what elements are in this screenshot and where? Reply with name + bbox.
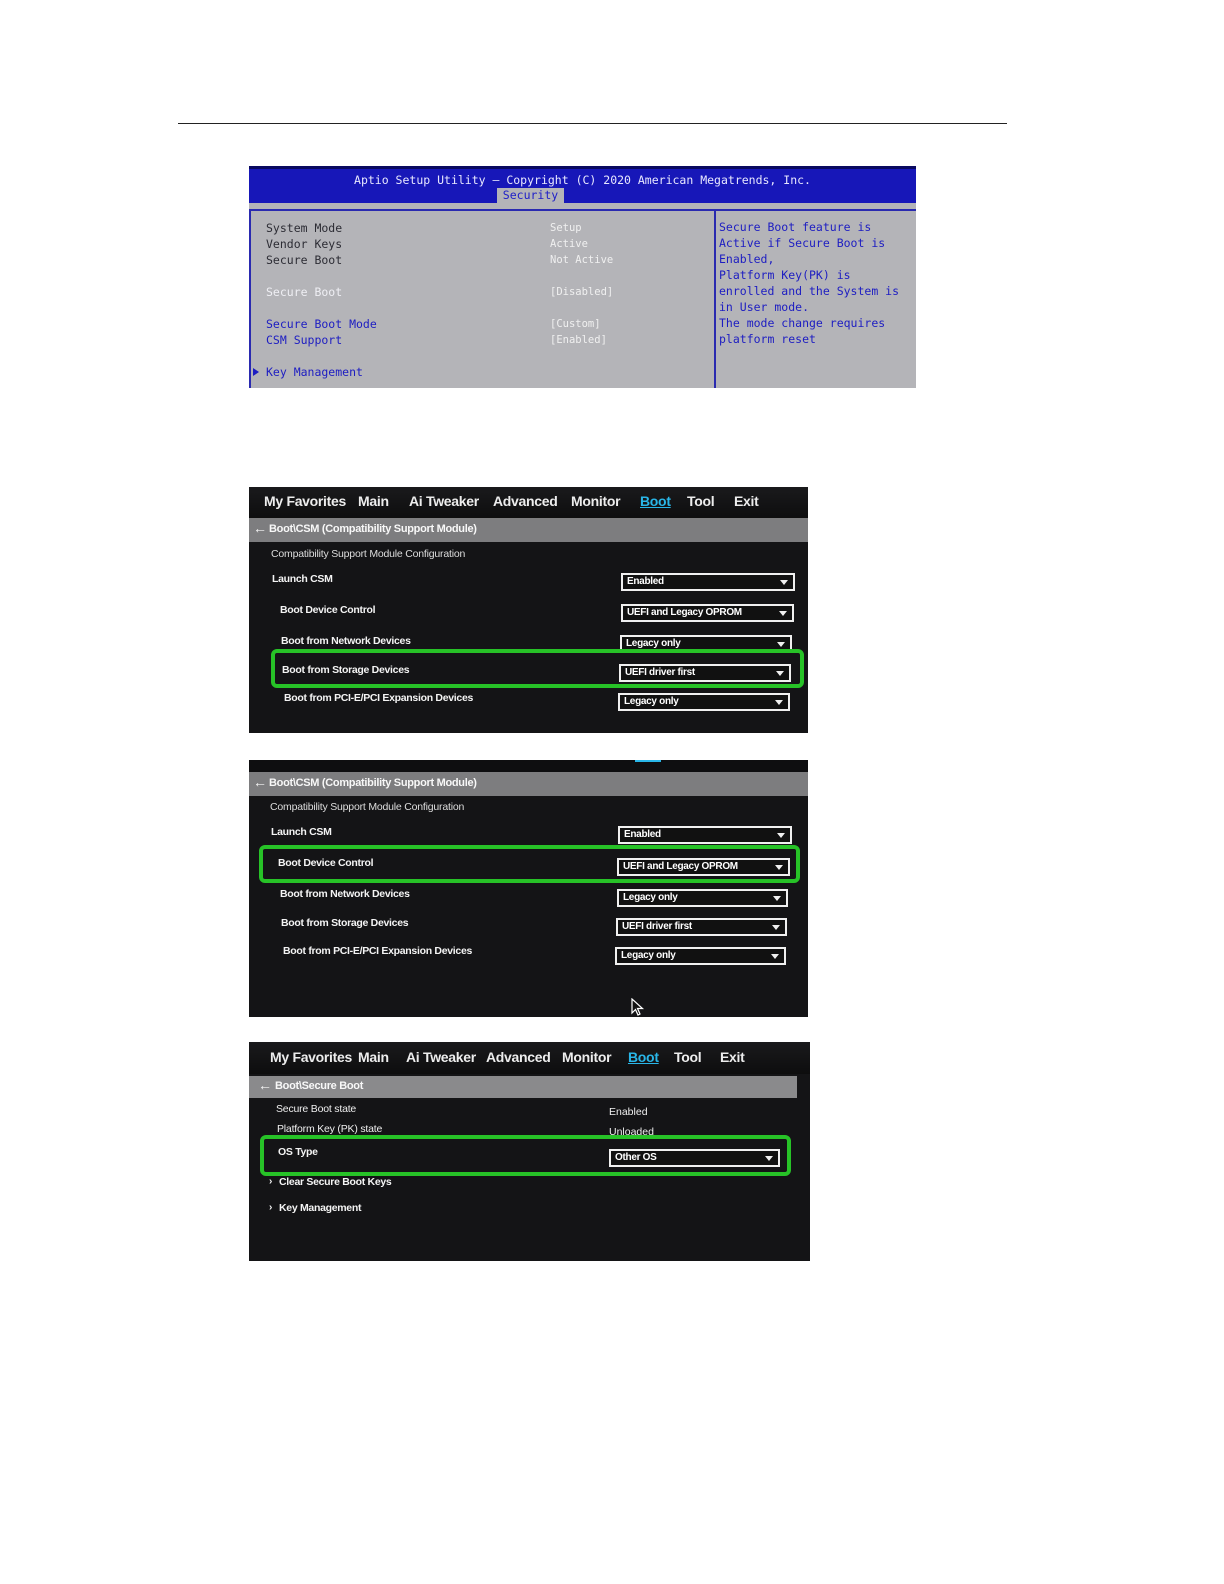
tab-advanced[interactable]: Advanced [486, 1049, 551, 1065]
chevron-down-icon [775, 865, 783, 870]
submenu-key-management[interactable] [266, 364, 686, 380]
chevron-down-icon [780, 580, 788, 585]
row-value: Not Active [550, 254, 614, 266]
chevron-down-icon [772, 925, 780, 930]
tab-boot[interactable]: Boot [628, 1049, 659, 1065]
dropdown-value: Legacy only [624, 696, 679, 707]
row-label: CSM Support [266, 333, 343, 347]
aptio-column-divider [714, 211, 716, 388]
chevron-down-icon [777, 833, 785, 838]
boot-storage-label: Boot from Storage Devices [281, 917, 409, 929]
section-subtitle: Compatibility Support Module Configuration [270, 801, 465, 813]
row-label: System Mode [266, 221, 343, 235]
help-line: enrolled and the System is [719, 284, 900, 298]
help-line: Platform Key(PK) is [719, 268, 851, 282]
tab-exit[interactable]: Exit [720, 1049, 745, 1065]
back-arrow-icon[interactable]: ← [253, 520, 267, 536]
breadcrumb-path: Boot\CSM (Compatibility Support Module) [269, 777, 477, 789]
nav-strip [249, 760, 808, 772]
os-type-label: OS Type [278, 1146, 318, 1158]
boot-device-control-dropdown[interactable] [621, 604, 794, 622]
tab-exit[interactable]: Exit [734, 493, 759, 509]
tab-tool[interactable]: Tool [674, 1049, 702, 1065]
aptio-frame-left [249, 211, 251, 388]
dropdown-value: Legacy only [621, 950, 676, 961]
breadcrumb [249, 1076, 797, 1098]
boot-network-dropdown[interactable] [617, 889, 788, 907]
boot-storage-dropdown[interactable] [616, 918, 787, 936]
dropdown-value: UEFI and Legacy OPROM [627, 607, 742, 618]
row-value[interactable]: [Custom] [550, 318, 601, 330]
tab-my-favorites[interactable]: My Favorites [270, 1049, 352, 1065]
dropdown-value: Legacy only [623, 892, 678, 903]
row-secure-boot-status [266, 252, 686, 268]
submenu-label: Key Management [266, 365, 363, 379]
dropdown-value: UEFI driver first [625, 667, 695, 678]
mouse-cursor-icon [631, 998, 645, 1017]
row-system-mode [266, 220, 686, 236]
dropdown-value: UEFI and Legacy OPROM [623, 861, 738, 872]
row-secure-boot-setting[interactable] [266, 284, 686, 300]
row-value[interactable]: [Enabled] [550, 334, 607, 346]
boot-device-control-label: Boot Device Control [278, 857, 374, 869]
top-nav [249, 487, 808, 519]
breadcrumb-path: Boot\Secure Boot [275, 1080, 364, 1092]
top-nav [249, 1042, 810, 1074]
tab-monitor[interactable]: Monitor [571, 493, 621, 509]
row-label: Vendor Keys [266, 237, 343, 251]
row-vendor-keys [266, 236, 686, 252]
dropdown-value: Legacy only [626, 638, 681, 649]
secure-boot-state-value: Enabled [609, 1106, 648, 1118]
row-csm-support[interactable] [266, 332, 686, 348]
chevron-right-icon: › [269, 1202, 273, 1213]
boot-storage-label: Boot from Storage Devices [282, 664, 410, 676]
tab-monitor[interactable]: Monitor [562, 1049, 612, 1065]
submenu-label: Key Management [279, 1202, 362, 1214]
tab-my-favorites[interactable]: My Favorites [264, 493, 346, 509]
row-value: Active [550, 238, 588, 250]
row-label: Secure Boot [266, 253, 343, 267]
tab-main[interactable]: Main [358, 1049, 389, 1065]
launch-csm-dropdown[interactable] [618, 826, 792, 844]
help-line: Secure Boot feature is [719, 220, 872, 234]
launch-csm-label: Launch CSM [272, 573, 333, 585]
row-secure-boot-mode[interactable] [266, 316, 686, 332]
boot-device-control-dropdown[interactable] [617, 858, 790, 876]
tab-security[interactable]: Security [497, 188, 564, 203]
chevron-down-icon [779, 611, 787, 616]
tab-ai-tweaker[interactable]: Ai Tweaker [409, 493, 479, 509]
row-label: Secure Boot [266, 285, 343, 299]
chevron-down-icon [773, 896, 781, 901]
boot-network-label: Boot from Network Devices [281, 635, 411, 647]
secure-boot-state-label: Secure Boot state [276, 1103, 357, 1115]
aptio-title: Aptio Setup Utility – Copyright (C) 2020 American Megatrends, Inc. [354, 173, 811, 187]
help-line: The mode change requires [719, 316, 886, 330]
submenu-label: Clear Secure Boot Keys [279, 1176, 392, 1188]
section-subtitle: Compatibility Support Module Configuration [271, 548, 466, 560]
secure-boot-screen [249, 1042, 810, 1261]
aptio-header [249, 166, 916, 203]
help-line: Enabled, [719, 252, 775, 266]
back-arrow-icon[interactable]: ← [253, 774, 267, 790]
boot-storage-dropdown[interactable] [619, 664, 791, 682]
chevron-down-icon [765, 1156, 773, 1161]
dropdown-value: Enabled [624, 829, 661, 840]
dropdown-value: Other OS [615, 1152, 657, 1163]
pk-state-label: Platform Key (PK) state [277, 1123, 383, 1135]
boot-network-label: Boot from Network Devices [280, 888, 410, 900]
active-tab-underline [635, 760, 661, 762]
help-line: platform reset [719, 332, 816, 346]
chevron-down-icon [777, 642, 785, 647]
aptio-frame-line [249, 209, 916, 211]
csm-screen-1 [249, 487, 808, 733]
back-arrow-icon[interactable]: ← [258, 1077, 272, 1093]
boot-pcie-dropdown[interactable] [618, 693, 790, 711]
boot-pcie-label: Boot from PCI-E/PCI Expansion Devices [283, 945, 473, 957]
launch-csm-label: Launch CSM [271, 826, 332, 838]
launch-csm-dropdown[interactable] [621, 573, 795, 591]
tab-ai-tweaker[interactable]: Ai Tweaker [406, 1049, 476, 1065]
boot-device-control-label: Boot Device Control [280, 604, 376, 616]
help-text [719, 219, 909, 347]
top-rule [178, 123, 1007, 124]
breadcrumb-path: Boot\CSM (Compatibility Support Module) [269, 523, 477, 535]
pk-state-value: Unloaded [609, 1126, 654, 1138]
chevron-down-icon [776, 671, 784, 676]
row-value: Setup [550, 222, 582, 234]
boot-pcie-dropdown[interactable] [615, 947, 786, 965]
tab-advanced[interactable]: Advanced [493, 493, 558, 509]
dropdown-value: Enabled [627, 576, 664, 587]
tab-tool[interactable]: Tool [687, 493, 715, 509]
tab-boot[interactable]: Boot [640, 493, 671, 509]
dropdown-value: UEFI driver first [622, 921, 692, 932]
boot-pcie-label: Boot from PCI-E/PCI Expansion Devices [284, 692, 474, 704]
tab-main[interactable]: Main [358, 493, 389, 509]
os-type-dropdown[interactable] [609, 1149, 780, 1167]
help-line: in User mode. [719, 300, 810, 314]
row-value[interactable]: [Disabled] [550, 286, 614, 298]
breadcrumb [249, 772, 808, 796]
chevron-down-icon [775, 700, 783, 705]
chevron-down-icon [771, 954, 779, 959]
breadcrumb [249, 518, 808, 542]
aptio-security-screen [249, 166, 916, 388]
chevron-right-icon: › [269, 1176, 273, 1187]
row-label: Secure Boot Mode [266, 317, 377, 331]
help-line: Active if Secure Boot is [719, 236, 886, 250]
submenu-arrow-icon [253, 368, 259, 376]
csm-screen-2 [249, 760, 808, 1017]
